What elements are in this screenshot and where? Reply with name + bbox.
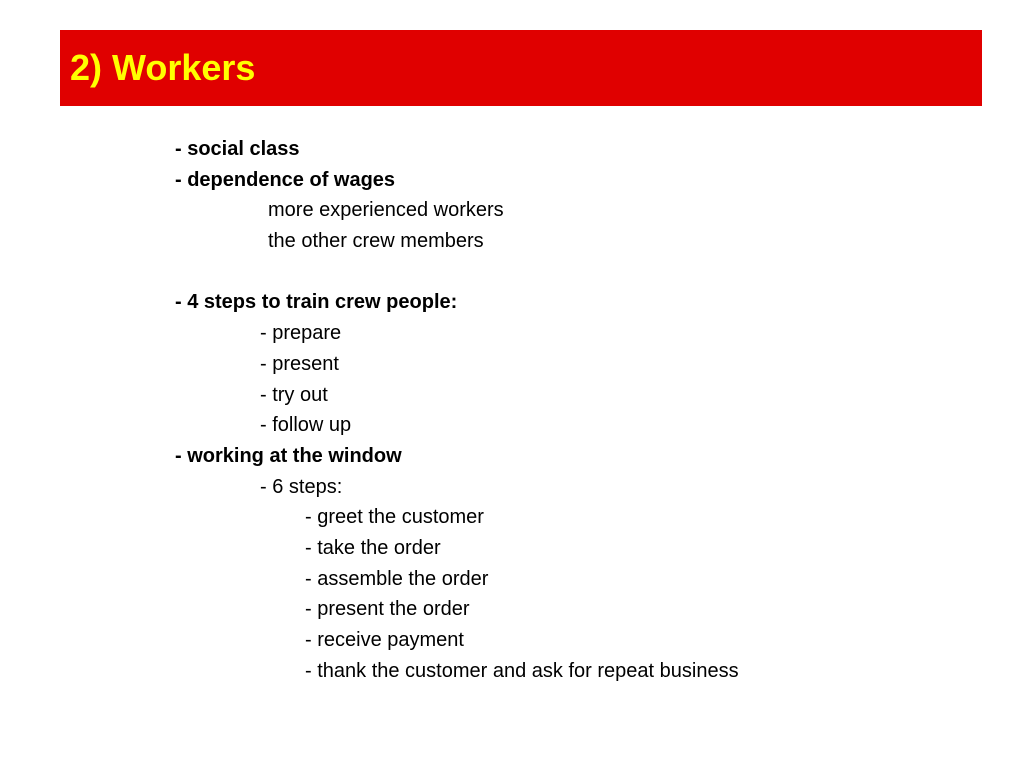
sub-item-follow-up: - follow up [260,414,352,437]
sub-item-present: - present [260,352,339,375]
step-receive-payment: - receive payment [305,629,464,651]
step-assemble-order: - assemble the order [305,567,489,590]
sub-item-6-steps: - 6 steps: [260,475,343,498]
step-take-order: - take the order [305,536,441,559]
step-present-order: - present the order [305,598,470,621]
bullet-train-crew: - 4 steps to train crew people: [175,291,458,314]
sub-item-crew-members: the other crew members [268,230,484,253]
spacer [175,257,739,288]
sub-item-prepare: - prepare [260,322,342,345]
bullet-dependence-of-wages: - dependence of wages [175,168,396,191]
step-greet-customer: - greet the customer [305,506,484,529]
slide-title: 2) Workers [70,47,256,88]
bullet-working-at-window: - working at the window [175,444,402,467]
sub-item-experienced-workers: more experienced workers [268,199,504,222]
title-bar [60,30,982,106]
bullet-social-class: - social class [175,138,300,160]
step-thank-customer: - thank the customer and ask for repeat business [305,659,739,682]
bullet-list [175,134,739,686]
sub-item-try-out: - try out [260,383,328,406]
